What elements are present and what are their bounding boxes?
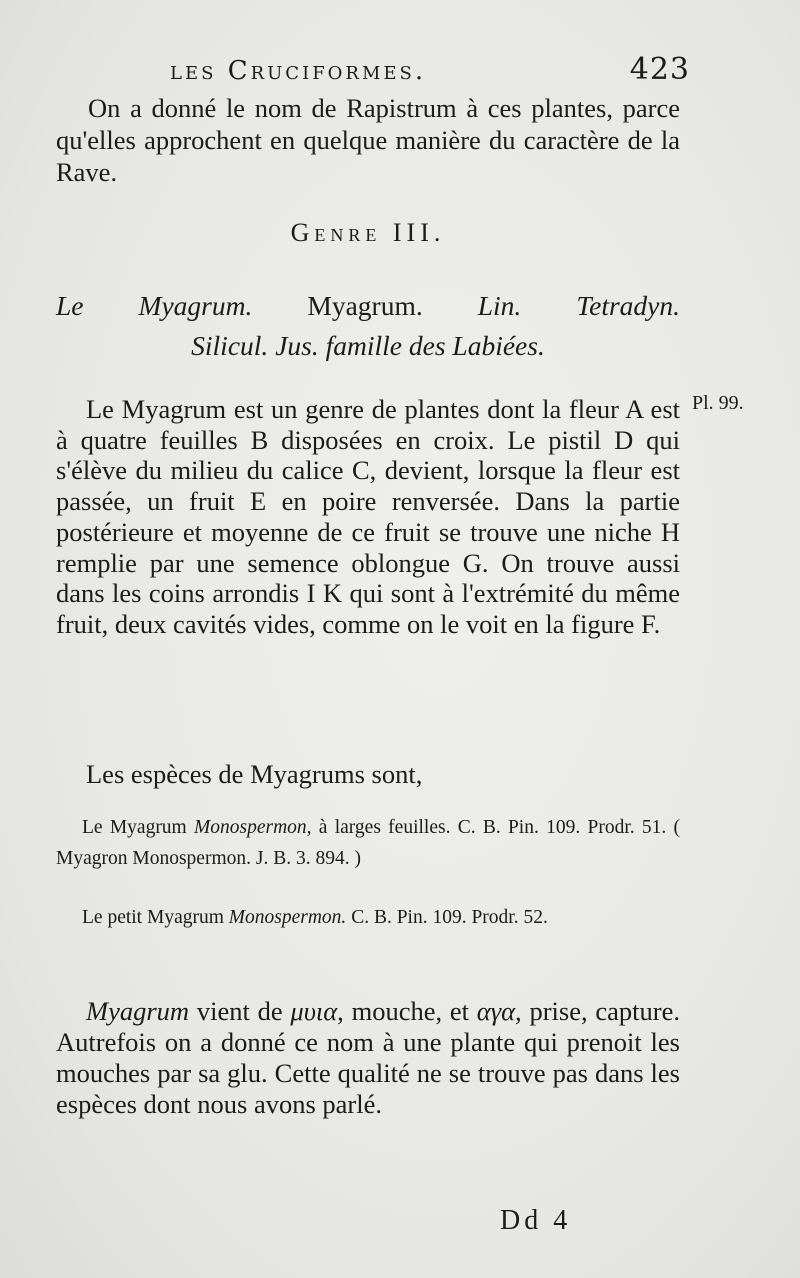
- genus-title-line-1: [56, 286, 680, 326]
- species-entry-name: Monospermon.: [228, 907, 347, 928]
- genus-title-line-2: [56, 326, 680, 366]
- genre-numeral: III.: [392, 218, 446, 247]
- species-entry-reference: , à larges feuilles. C. B. Pin. 109. Prodr. 51. ( Myagron Monospermon. J. B. 3. 894. ): [56, 817, 680, 869]
- etymology-text: vient de: [189, 996, 291, 1026]
- species-entry-prefix: Le Myagrum: [82, 817, 187, 838]
- plate-margin-note: Pl. 99.: [692, 392, 744, 414]
- species-entry-reference: C. B. Pin. 109. Prodr. 52.: [346, 907, 548, 928]
- genus-class: Tetradyn.: [576, 290, 680, 321]
- description-paragraph: Le Myagrum est un genre de plantes dont la fleur A est à quatre feuilles B disposées en croix. Le pistil D qui s'élève du milieu du calice C, devient, lorsque la fleur est passée, un fruit E en poire renversée. Dans la partie postérieure et moyenne de ce fruit se trouve une niche H remplie par une semence oblongue G. On trouve aussi dans les coins arrondis I K qui sont à l'extrémité du même fruit, deux cavités vides, comme on le voit en la figure F.: [56, 394, 680, 639]
- greek-word: μυια: [290, 996, 338, 1026]
- genus-title: [56, 286, 680, 366]
- genus-jus: Jus.: [275, 330, 319, 361]
- species-entry-name: Monospermon: [194, 817, 307, 838]
- genus-order: Silicul.: [191, 330, 269, 361]
- running-header: [160, 52, 690, 96]
- species-intro: Les espèces de Myagrums sont,: [86, 759, 423, 789]
- genus-name-fr: Le Myagrum.: [56, 290, 253, 321]
- etymology-text: prise, capture. Autrefois on a donné ce nom à une plante qui prenoit les mouches par sa glu. Cette qualité ne se trouve pas dans les espèces dont nous avons parlé.: [56, 996, 680, 1119]
- species-entry: [56, 902, 680, 933]
- intro-paragraph: On a donné le nom de Rapistrum à ces plantes, parce qu'elles approchent en quelque manière du caractère de la Rave.: [56, 93, 680, 187]
- genre-heading: [56, 218, 680, 248]
- etymology-text: , mouche, et: [337, 996, 477, 1026]
- greek-word: αγα,: [476, 996, 522, 1026]
- signature-mark: Dd 4: [500, 1205, 572, 1236]
- genre-word: Genre: [290, 218, 382, 247]
- etymology-paragraph: [56, 996, 680, 1120]
- genus-name-lat: Myagrum.: [307, 290, 423, 321]
- species-entry-prefix: Le petit Myagrum: [82, 907, 224, 928]
- species-entry: [56, 812, 680, 874]
- page-number: 423: [629, 52, 690, 87]
- etymology-term: Myagrum: [86, 996, 190, 1026]
- running-title: les Cruciformes.: [170, 56, 427, 86]
- genus-authority: Lin.: [477, 290, 522, 321]
- genus-family: famille des Labiées.: [325, 330, 545, 361]
